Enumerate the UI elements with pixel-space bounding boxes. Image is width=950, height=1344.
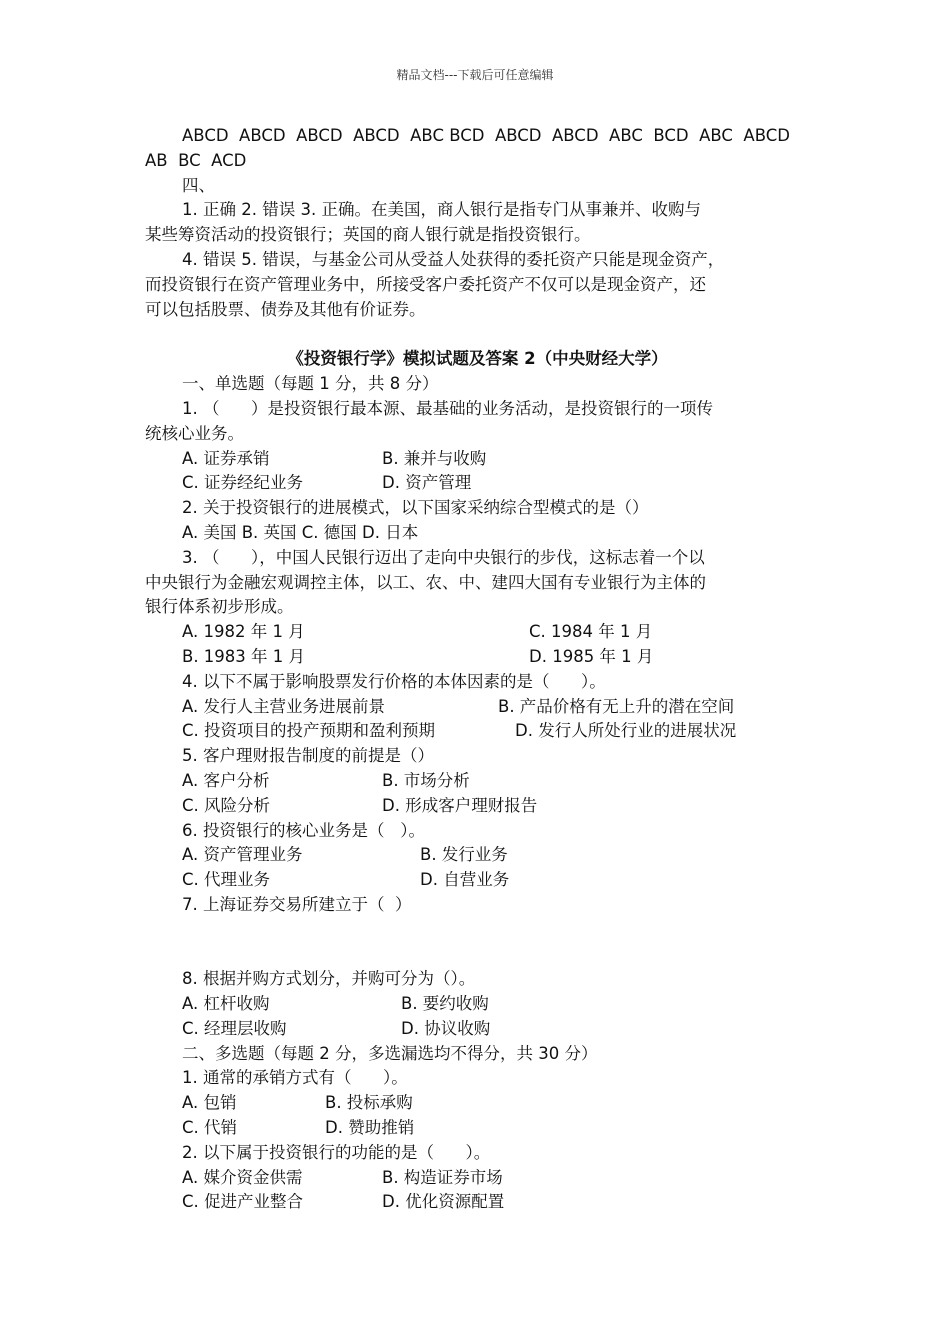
document-title: 《投资银行学》模拟试题及答案 2（中央财经大学）	[287, 349, 668, 369]
option: A. 资产管理业务	[182, 845, 303, 865]
option: D. 形成客户理财报告	[382, 795, 538, 815]
paragraph-line: 4. 错误 5. 错误，与基金公司从受益人处获得的委托资产只能是现金资产，	[182, 249, 725, 269]
paragraph-line: 而投资银行在资产管理业务中，所接受客户委托资产不仅可以是现金资产，还	[145, 274, 706, 294]
option: D. 发行人所处行业的进展状况	[515, 721, 737, 741]
answer-key-line: ABCD ABCD ABCD ABCD ABC BCD ABCD ABCD ABC BCD ABC ABCD	[182, 126, 790, 145]
question-text: 5. 客户理财报告制度的前提是（）	[182, 746, 434, 766]
option: A. 杠杆收购	[182, 994, 270, 1014]
option: A. 客户分析	[182, 770, 270, 790]
question-text: 4. 以下不属于影响股票发行价格的本体因素的是（ ）。	[182, 671, 606, 691]
option: D. 赞助推销	[325, 1118, 415, 1138]
option: A. 发行人主营业务进展前景	[182, 696, 385, 716]
question-text: 6. 投资银行的核心业务是（ ）。	[182, 820, 425, 840]
question-text: 统核心业务。	[145, 423, 244, 443]
option-row	[145, 868, 810, 893]
option: A. 媒介资金供需	[182, 1167, 303, 1187]
question-text: 中央银行为金融宏观调控主体，以工、农、中、建四大国有专业银行为主体的	[145, 572, 706, 592]
option: A. 包销	[182, 1093, 237, 1113]
question-text: 1. （ ）是投资银行最本源、最基础的业务活动，是投资银行的一项传	[182, 398, 713, 418]
answer-key-line: AB BC ACD	[145, 150, 247, 170]
option-row	[145, 447, 810, 472]
option: B. 投标承购	[325, 1093, 413, 1113]
document-body	[145, 124, 810, 1215]
option: C. 投资项目的投产预期和盈利预期	[182, 721, 436, 741]
option: A. 证券承销	[182, 448, 270, 468]
option: C. 代理业务	[182, 870, 271, 890]
option-row	[145, 769, 810, 794]
option-row	[145, 719, 810, 744]
option: D. 1985 年 1 月	[529, 646, 654, 666]
option: B. 发行业务	[420, 845, 508, 865]
question-text: 7. 上海证券交易所建立于（ ）	[182, 894, 412, 914]
question-text: 3. （ ），中国人民银行迈出了走向中央银行的步伐，这标志着一个以	[182, 547, 705, 567]
option-row	[145, 943, 810, 968]
option-row	[145, 620, 810, 645]
option: B. 要约收购	[401, 994, 489, 1014]
paragraph-line: 可以包括股票、债券及其他有价证券。	[145, 299, 426, 319]
option: D. 自营业务	[420, 870, 510, 890]
option-row	[145, 471, 810, 496]
option: C. 证券经纪业务	[182, 473, 304, 493]
section-heading: 一、单选题（每题 1 分，共 8 分）	[182, 374, 439, 394]
option: C. 促进产业整合	[182, 1192, 304, 1212]
option-row	[145, 918, 810, 943]
option: C. 风险分析	[182, 795, 271, 815]
option: D. 协议收购	[401, 1018, 491, 1038]
option: B. 产品价格有无上升的潜在空间	[498, 696, 735, 716]
option-row	[145, 1091, 810, 1116]
option-row: A. 美国 B. 英国 C. 德国 D. 日本	[182, 522, 419, 542]
question-text: 2. 关于投资银行的进展模式，以下国家采纳综合型模式的是（）	[182, 498, 649, 518]
option: B. 1983 年 1 月	[182, 646, 306, 666]
paragraph-line: 1. 正确 2. 错误 3. 正确。在美国，商人银行是指专门从事兼并、收购与	[182, 200, 701, 220]
option: B. 构造证券市场	[382, 1167, 503, 1187]
option: C. 代销	[182, 1118, 238, 1138]
option: A. 1982 年 1 月	[182, 622, 305, 642]
question-text: 银行体系初步形成。	[145, 597, 294, 617]
option-row	[145, 695, 810, 720]
section-heading: 二、多选题（每题 2 分，多选漏选均不得分，共 30 分）	[182, 1043, 598, 1063]
option-row	[145, 645, 810, 670]
option-row	[145, 1166, 810, 1191]
option: D. 资产管理	[382, 473, 472, 493]
option: B. 市场分析	[382, 770, 470, 790]
question-text: 8. 根据并购方式划分，并购可分为（）。	[182, 969, 476, 989]
option: B. 兼并与收购	[382, 448, 487, 468]
question-text: 1. 通常的承销方式有（ ）。	[182, 1068, 408, 1088]
option: D. 优化资源配置	[382, 1192, 505, 1212]
question-text: 2. 以下属于投资银行的功能的是（ ）。	[182, 1142, 491, 1162]
option: C. 经理层收购	[182, 1018, 287, 1038]
option-row	[145, 1017, 810, 1042]
page-header: 精品文档---下载后可任意编辑	[396, 68, 554, 82]
option-row	[145, 1116, 810, 1141]
option-row	[145, 794, 810, 819]
option-row	[145, 843, 810, 868]
paragraph-line: 某些筹资活动的投资银行；英国的商人银行就是指投资银行。	[145, 225, 591, 245]
option: C. 1984 年 1 月	[529, 622, 653, 642]
option-row	[145, 992, 810, 1017]
section-heading: 四、	[182, 175, 215, 195]
option-row	[145, 1190, 810, 1215]
